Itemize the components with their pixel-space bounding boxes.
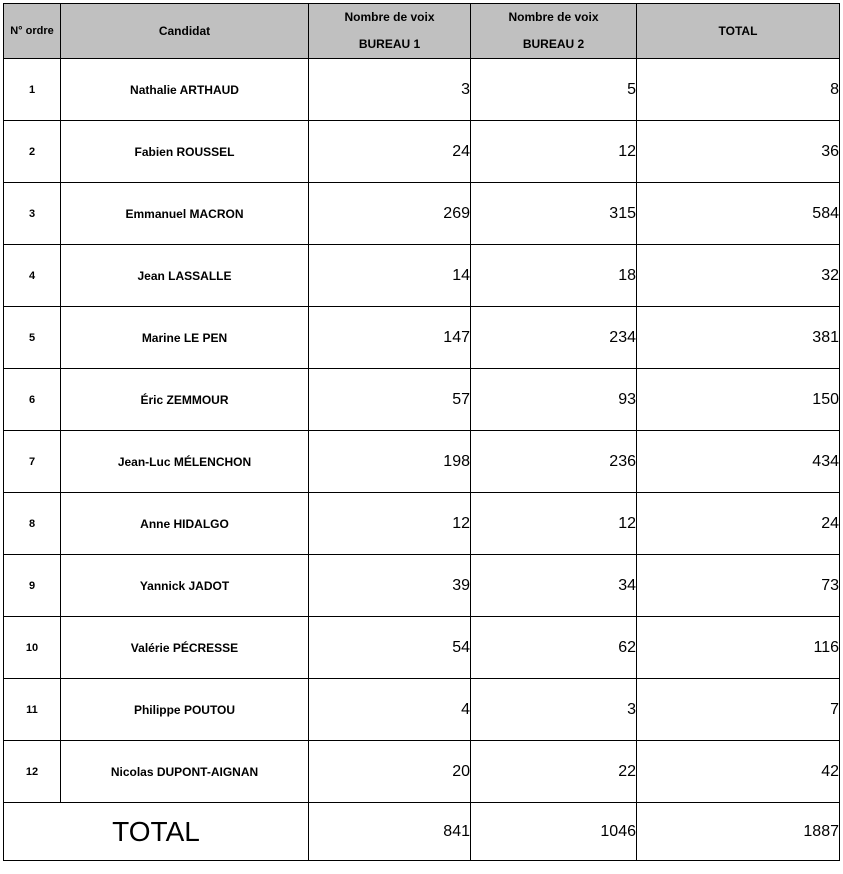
cell-bureau1: 24 [309, 121, 471, 183]
cell-ordre: 1 [4, 59, 61, 121]
cell-total: 381 [637, 307, 840, 369]
header-bureau2-line2: BUREAU 2 [522, 37, 585, 51]
cell-bureau2: 234 [471, 307, 637, 369]
header-bureau1-line1: Nombre de voix [344, 10, 435, 24]
cell-total: 150 [637, 369, 840, 431]
totals-total: 1887 [637, 803, 840, 861]
cell-bureau2: 5 [471, 59, 637, 121]
cell-total: 42 [637, 741, 840, 803]
totals-bureau2: 1046 [471, 803, 637, 861]
cell-total: 32 [637, 245, 840, 307]
cell-total: 434 [637, 431, 840, 493]
cell-ordre: 3 [4, 183, 61, 245]
table-row [4, 121, 840, 183]
cell-bureau1: 4 [309, 679, 471, 741]
cell-bureau1: 147 [309, 307, 471, 369]
table-row [4, 741, 840, 803]
cell-bureau2: 3 [471, 679, 637, 741]
cell-ordre: 8 [4, 493, 61, 555]
totals-row [4, 803, 840, 861]
cell-bureau1: 20 [309, 741, 471, 803]
cell-bureau1: 12 [309, 493, 471, 555]
cell-ordre: 11 [4, 679, 61, 741]
cell-candidat: Marine LE PEN [61, 307, 309, 369]
cell-bureau2: 315 [471, 183, 637, 245]
table-row [4, 245, 840, 307]
cell-bureau2: 93 [471, 369, 637, 431]
cell-bureau2: 22 [471, 741, 637, 803]
cell-bureau1: 269 [309, 183, 471, 245]
cell-total: 584 [637, 183, 840, 245]
table-body [4, 59, 840, 861]
table-header [4, 4, 840, 59]
table-row [4, 679, 840, 741]
cell-bureau2: 12 [471, 121, 637, 183]
totals-bureau1: 841 [309, 803, 471, 861]
header-bureau2-line1: Nombre de voix [508, 10, 599, 24]
cell-total: 36 [637, 121, 840, 183]
header-bureau1 [309, 4, 471, 59]
table-row [4, 555, 840, 617]
totals-label: TOTAL [4, 803, 309, 861]
cell-candidat: Yannick JADOT [61, 555, 309, 617]
cell-ordre: 10 [4, 617, 61, 679]
table-row [4, 59, 840, 121]
cell-candidat: Nicolas DUPONT-AIGNAN [61, 741, 309, 803]
cell-candidat: Fabien ROUSSEL [61, 121, 309, 183]
cell-total: 7 [637, 679, 840, 741]
cell-candidat: Philippe POUTOU [61, 679, 309, 741]
cell-candidat: Emmanuel MACRON [61, 183, 309, 245]
table-row [4, 431, 840, 493]
cell-bureau1: 54 [309, 617, 471, 679]
header-ordre: N° ordre [4, 4, 61, 59]
table-row [4, 183, 840, 245]
cell-bureau2: 236 [471, 431, 637, 493]
cell-ordre: 7 [4, 431, 61, 493]
header-row [4, 4, 840, 59]
cell-ordre: 2 [4, 121, 61, 183]
table-row [4, 307, 840, 369]
header-candidat: Candidat [61, 4, 309, 59]
cell-ordre: 6 [4, 369, 61, 431]
cell-ordre: 5 [4, 307, 61, 369]
table-row [4, 617, 840, 679]
cell-bureau2: 12 [471, 493, 637, 555]
cell-bureau2: 34 [471, 555, 637, 617]
cell-bureau1: 198 [309, 431, 471, 493]
cell-total: 24 [637, 493, 840, 555]
header-bureau1-line2: BUREAU 1 [358, 37, 421, 51]
cell-candidat: Éric ZEMMOUR [61, 369, 309, 431]
table-row [4, 493, 840, 555]
cell-candidat: Nathalie ARTHAUD [61, 59, 309, 121]
cell-candidat: Jean-Luc MÉLENCHON [61, 431, 309, 493]
cell-total: 8 [637, 59, 840, 121]
results-table [3, 3, 840, 861]
cell-bureau1: 57 [309, 369, 471, 431]
cell-candidat: Anne HIDALGO [61, 493, 309, 555]
cell-bureau2: 62 [471, 617, 637, 679]
cell-total: 116 [637, 617, 840, 679]
cell-bureau1: 39 [309, 555, 471, 617]
cell-candidat: Jean LASSALLE [61, 245, 309, 307]
header-total: TOTAL [637, 4, 840, 59]
header-bureau2 [471, 4, 637, 59]
cell-ordre: 12 [4, 741, 61, 803]
cell-ordre: 4 [4, 245, 61, 307]
cell-bureau2: 18 [471, 245, 637, 307]
table-row [4, 369, 840, 431]
cell-candidat: Valérie PÉCRESSE [61, 617, 309, 679]
cell-bureau1: 14 [309, 245, 471, 307]
cell-ordre: 9 [4, 555, 61, 617]
cell-bureau1: 3 [309, 59, 471, 121]
cell-total: 73 [637, 555, 840, 617]
